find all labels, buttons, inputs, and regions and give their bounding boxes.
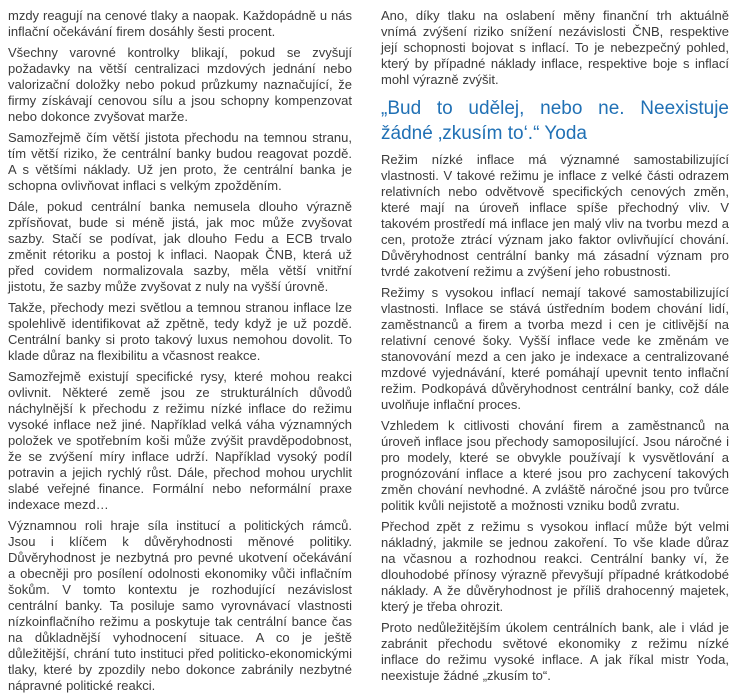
- yoda-quote-heading: „Bud to udělej, nebo ne. Neexistuje žádné ‚zkusím to‘.“ Yoda: [381, 98, 729, 144]
- paragraph: Samozřejmě čím větší jistota přechodu na temnou stranu, tím větší riziko, že centrální banky budou reagovat pozdě. A s většími náklady. Už jen proto, že centrální banka je schopna ovlivňovat inflaci s velkým zpožděním.: [8, 130, 352, 193]
- paragraph: Režimy s vysokou inflací nemají takové samostabilizující vlastnosti. Inflace se stává ústředním bodem chování lidí, zaměstnanců a firem a tvorba mezd i cen je citlivější na relativní cenové šoky. Vyšší inflace vede ke změnám ve stanovování mezd a cen jako je indexace a centralizované mzdové vyjednávání, které pomáhají upevnit tento inflační režim. Podkopává důvěryhodnost centrální banky, což dále uvolňuje inflační proces.: [381, 285, 729, 412]
- paragraph: Samozřejmě existují specifické rysy, které mohou reakci ovlivnit. Některé země jsou ze strukturálních důvodů náchylnější k přechodu z režimu nízké inflace do režimu vysoké inflace než jiné. Například velká váha významných položek ve spotřebním koši může zvýšit pravděpodobnost, že se zvýšení míry inflace udrží. Například vysoký podíl potravin a jejich rychlý růst. Dále, přechod mohou urychlit slabé veřejné finance. Formální nebo neformální praxe indexace mezd…: [8, 369, 352, 512]
- paragraph: Ano, díky tlaku na oslabení měny finanční trh aktuálně vnímá zvýšení riziko snížení nezávislosti ČNB, respektive její schopnosti bojovat s inflací. To je nebezpečný pohled, který by případné náklady inflace, respektive boje s inflací mohl výrazně zvýšit.: [381, 8, 729, 87]
- paragraph: Režim nízké inflace má významné samostabilizující vlastnosti. V takové režimu je inflace z velké části odrazem relativních nebo odvětvově specifických cenových změn, které mají na úroveň inflace spíše přechodný vliv. V takovém prostředí má inflace jen malý vliv na tvorbu mezd a cen, protože ztrácí význam jako faktor ovlivňující chování. Důvěryhodnost centrální banky má zásadní význam pro tvrdé zakotvení režimu a zvýšení jeho robustnosti.: [381, 152, 729, 279]
- paragraph: Významnou roli hraje síla institucí a politických rámců. Jsou i klíčem k důvěryhodnosti měnové politiky. Důvěryhodnost je nezbytná pro pevné ukotvení očekávání a obecněji pro posílení odolnosti ekonomiky vůči inflačním šokům. V tomto kontextu je rozhodující nezávislost centrální banky. Ta posiluje samo vyrovnávací vlastnosti nízkoinflačního režimu a poskytuje tak centrální bance čas na důkladnější vyhodnocení situace. A co je ještě důležitější, chrání tuto instituci před politicko-ekonomickými tlaky, které by zpozdily nebo dokonce zabránily nezbytné nápravné politické reakci.: [8, 518, 352, 693]
- paragraph: mzdy reagují na cenové tlaky a naopak. Každopádně u nás inflační očekávání firem dosáhly šesti procent.: [8, 8, 352, 39]
- paragraph: Dále, pokud centrální banka nemusela dlouho výrazně zpřísňovat, bude si méně jistá, jak moc může zvyšovat sazby. Stačí se podívat, jak dlouho Fedu a ECB trvalo změnit rétoriku a postoj k inflaci. Naopak ČNB, která už před covidem normalizovala sazby, měla větší vnitřní jistotu, že sazby může zvyšovat z nuly na vyšší úrovně.: [8, 199, 352, 294]
- paragraph: Vzhledem k citlivosti chování firem a zaměstnanců na úroveň inflace jsou přechody samoposilující. Jsou náročné i pro modely, které se obvykle používají k vysvětlování a prognózování inflace a které jsou pro zachycení takových změn chování nevhodné. A zvláště náročné jsou pro tvůrce politik kvůli nejistotě a možnosti vzniku bodů zvratu.: [381, 418, 729, 513]
- left-column: [8, 8, 352, 693]
- paragraph: Přechod zpět z režimu s vysokou inflací může být velmi nákladný, jakmile se jednou zakoření. To vše klade důraz na včasnou a rozhodnou reakci. Centrální banky ví, že dlouhodobé přínosy výrazně převyšují případné krátkodobé náklady. A že důvěryhodnost je příliš drahocenný majetek, který je třeba ohrozit.: [381, 519, 729, 614]
- paragraph: Takže, přechody mezi světlou a temnou stranou inflace lze spolehlivě identifikovat až zpětně, tedy když je už pozdě. Centrální banky si proto takový luxus nemohou dovolit. To klade důraz na flexibilitu a včasnost reakce.: [8, 300, 352, 363]
- right-column: [381, 8, 729, 683]
- paragraph: Proto nedůležitějším úkolem centrálních bank, ale i vlád je zabránit přechodu světové ekonomiky z režimu nízké inflace do režimu vysoké inflace. A jak říkal mistr Yoda, neexistuje žádné „zkusím to“.: [381, 620, 729, 683]
- paragraph: Všechny varovné kontrolky blikají, pokud se zvyšují požadavky na větší centralizaci mzdových jednání nebo valorizační doložky nebo pokud průzkumy naznačující, že firmy získávají cenovou sílu a jsou schopny kompenzovat nebo dokonce zvyšovat marže.: [8, 45, 352, 124]
